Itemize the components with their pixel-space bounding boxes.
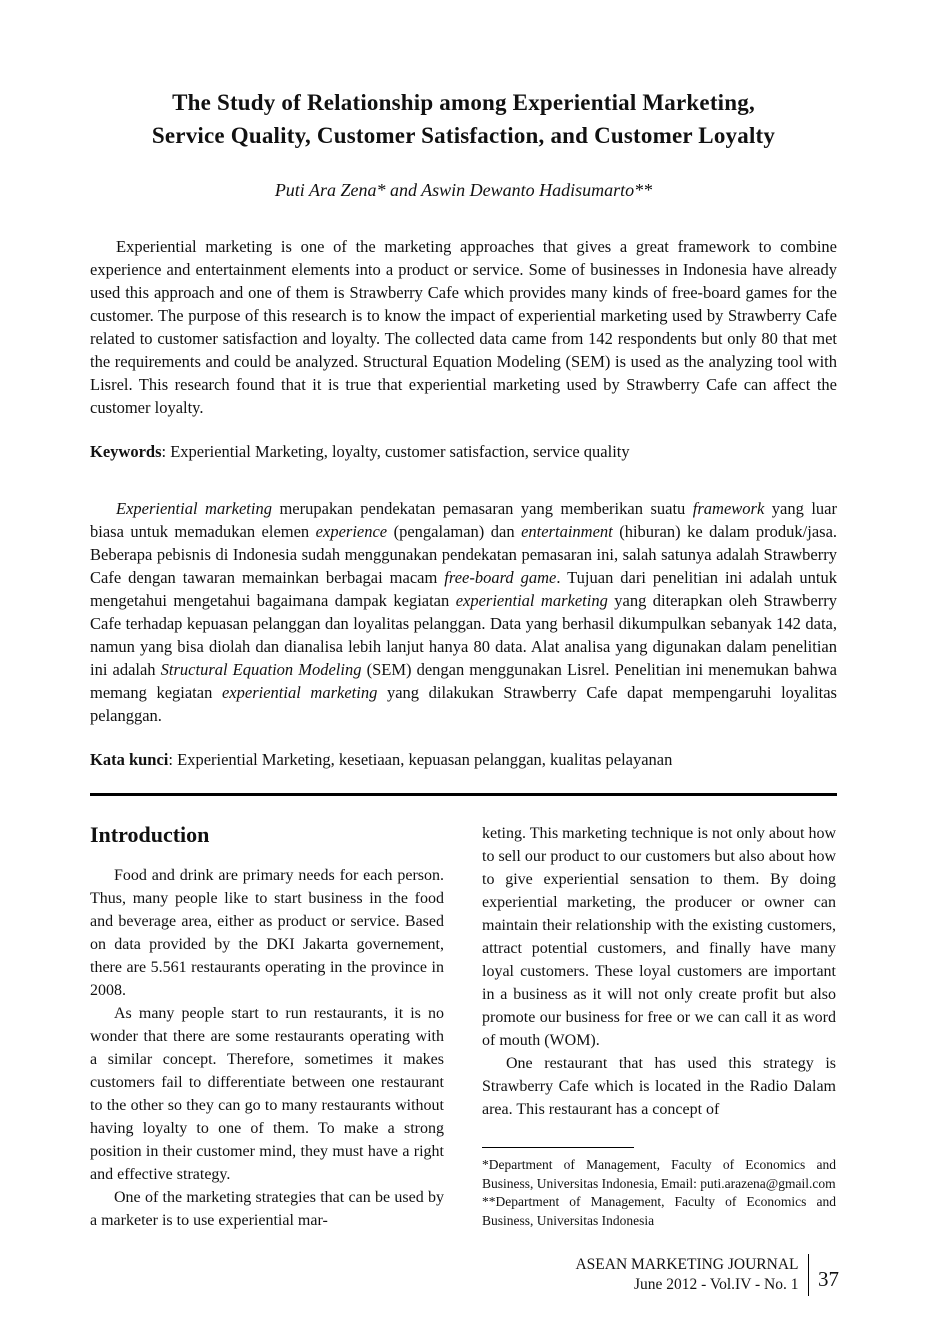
journal-info xyxy=(575,1255,798,1295)
footnotes-block xyxy=(482,1147,836,1230)
right-column xyxy=(482,822,836,1232)
intro-left-paragraph-1: Food and drink are primary needs for each person. Thus, many people like to start business in the food and beverage area, either as product or service. Based on data provided by the DKI Jakarta governement, there are 5.561 restaurants operating in the province in 2008. xyxy=(90,867,444,999)
footnote-author-2: **Department of Management, Faculty of Economics and Business, Universitas Indonesia xyxy=(482,1194,836,1228)
abstract-english: Experiential marketing is one of the marketing approaches that gives a great framework to combine experience and entertainment elements into a product or service. Some of businesses in Indonesia have already used this approach and one of them is Strawberry Cafe which provides many kinds of free-board games for the customer. The purpose of this research is to know the impact of experiential marketing used by Strawberry Cafe related to customer satisfaction and loyalty. The collected data came from 142 respondents but only 80 that met the requirements and could be analyzed. Structural Equation Modeling (SEM) is used as the analyzing tool with Lisrel. This research found that it is true that experiential marketing used by Strawberry Cafe can affect the customer loyalty. xyxy=(90,237,837,417)
kata-kunci-line xyxy=(90,748,837,771)
footnote-author-1: *Department of Management, Faculty of Economics and Business, Universitas Indonesia, Email: puti.arazena@gmail.com xyxy=(482,1157,836,1191)
page-footer xyxy=(575,1254,839,1296)
paper-authors: Puti Ara Zena* and Aswin Dewanto Hadisumarto** xyxy=(274,180,653,200)
keywords-label: Keywords xyxy=(90,442,162,461)
footer-divider-bar xyxy=(808,1254,810,1296)
paper-title-line2: Service Quality, Customer Satisfaction, and Customer Loyalty xyxy=(151,123,776,148)
kata-kunci-text: : Experiential Marketing, kesetiaan, kepuasan pelanggan, kualitas pelayanan xyxy=(168,750,673,769)
journal-issue: June 2012 - Vol.IV - No. 1 xyxy=(634,1276,799,1293)
intro-left-paragraph-2: As many people start to run restaurants, it is no wonder that there are some restaurants operating with a similar concept. Therefore, sometimes it makes customers fail to differentiate between one restaurant to the other so they can go to many restaurants without having loyalty to one of them. To make a strong position in their customer mind, they must have a right and effective strategy. xyxy=(90,1005,444,1183)
kata-kunci-label: Kata kunci xyxy=(90,750,169,769)
journal-name: ASEAN MARKETING JOURNAL xyxy=(575,1256,799,1273)
intro-right-paragraph-2: One restaurant that has used this strategy is Strawberry Cafe which is located in the Radio Dalam area. This restaurant has a concept of xyxy=(482,1055,836,1118)
intro-right-paragraph-1: keting. This marketing technique is not only about how to sell our product to our customers but also about how to give experiential sensation to them. By doing experiential marketing, the producer or owner can maintain their relationship with the existing customers, attract potential customers, and finally have many loyal customers. These loyal customers are important in a business as it will not only create profit but also promote our business for free or we can call it as word of mouth (WOM). xyxy=(482,825,836,1049)
intro-left-paragraph-3: One of the marketing strategies that can be used by a marketer is to use experiential mar- xyxy=(90,1189,444,1229)
footnote-separator-rule xyxy=(482,1147,634,1148)
paper-title xyxy=(90,86,837,152)
left-column xyxy=(90,822,444,1232)
introduction-heading: Introduction xyxy=(90,822,210,847)
abstract-indonesian: Experiential marketing merupakan pendekatan pemasaran yang memberikan suatu framework yang luar biasa untuk memadukan elemen experience (pengalaman) dan entertainment (hiburan) ke dalam produk/jasa. Beberapa pebisnis di Indonesia sudah menggunakan pendekatan pemasaran ini, salah satunya adalah Strawberry Cafe dengan tawaran memainkan berbagai macam free-board game. Tujuan dari penelitian ini adalah untuk mengetahui mengetahui bagaimana dampak kegiatan experiential marketing yang diterapkan oleh Strawberry Cafe terhadap kepuasan pelanggan dan loyalitas pelanggan. Data yang berhasil dikumpulkan sebanyak 142 data, namun yang bisa diolah dan dianalisa lebih lanjut hanya 80 data. Alat analisa yang digunakan dalam penelitian ini adalah Structural Equation Modeling (SEM) dengan menggunakan Lisrel. Penelitian ini menemukan bahwa memang kegiatan experiential marketing yang dilakukan Strawberry Cafe dapat mempengaruhi loyalitas pelanggan. xyxy=(90,499,838,725)
keywords-line xyxy=(90,440,837,463)
page-number: 37 xyxy=(818,1266,839,1291)
paper-title-line1: The Study of Relationship among Experiential Marketing, xyxy=(172,90,755,115)
introduction-section xyxy=(90,822,837,1232)
keywords-text: : Experiential Marketing, loyalty, customer satisfaction, service quality xyxy=(161,442,630,461)
section-divider-rule xyxy=(90,793,837,796)
